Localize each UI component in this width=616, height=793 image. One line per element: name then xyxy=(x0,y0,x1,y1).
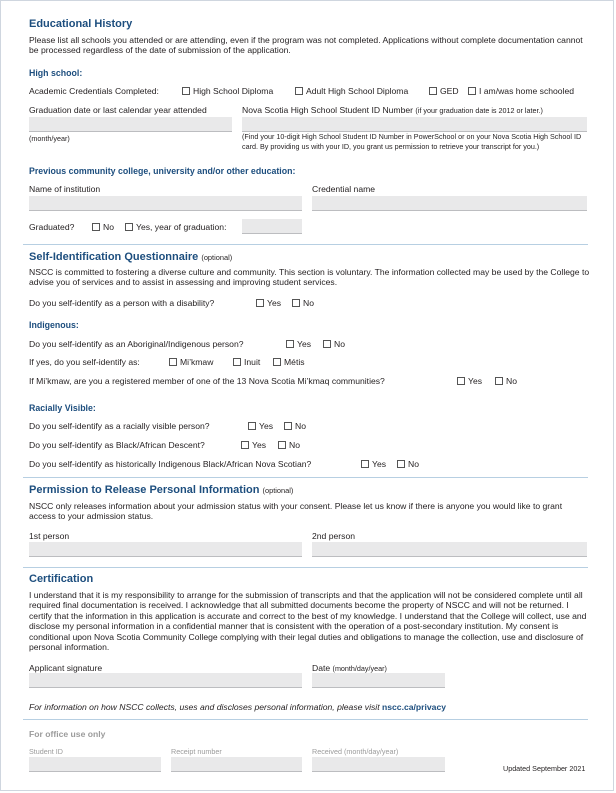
checkbox-icon[interactable] xyxy=(295,87,303,95)
checkbox-icon[interactable] xyxy=(468,87,476,95)
checkbox-icon[interactable] xyxy=(397,460,405,468)
section-divider xyxy=(23,719,588,720)
checkbox-icon[interactable] xyxy=(284,422,292,430)
checkbox-icon[interactable] xyxy=(169,358,177,366)
second-person-field[interactable] xyxy=(312,542,587,557)
option-metis[interactable]: Métis xyxy=(273,357,305,367)
student-id-hint: (Find your 10-digit High School Student ID Number in PowerSchool or on your Nova Scotia High School ID card. By providing us with your ID, you grant us permission to retrieve your transcript for you.) xyxy=(242,132,582,151)
checkbox-icon[interactable] xyxy=(182,87,190,95)
checkbox-icon[interactable] xyxy=(92,223,100,231)
disability-question: Do you self-identify as a person with a disability? xyxy=(29,298,215,308)
privacy-link[interactable]: nscc.ca/privacy xyxy=(382,702,447,712)
date-field[interactable] xyxy=(312,673,445,688)
student-id-field[interactable] xyxy=(242,117,587,132)
date-label: Date (month/day/year) xyxy=(312,663,387,673)
checkbox-icon[interactable] xyxy=(457,377,465,385)
self-id-title: Self-Identification Questionnaire (optional) xyxy=(29,251,233,263)
checkbox-icon[interactable] xyxy=(125,223,133,231)
signature-label: Applicant signature xyxy=(29,663,103,673)
office-received-field[interactable] xyxy=(312,757,445,772)
self-id-intro: NSCC is committed to fostering a diverse culture and community. This section is voluntary. The information collected may be used by the College to advise you of services and to assist in assessing and improving student services. xyxy=(29,267,590,288)
educational-history-title: Educational History xyxy=(29,18,133,30)
educational-history-intro: Please list all schools you attended or are attending, even if the program was not completed. Applications without complete documentation cannot be processed regardless of the date of submission of the application. xyxy=(29,35,583,56)
aboriginal-no[interactable]: No xyxy=(323,339,345,349)
black-question: Do you self-identify as Black/African Descent? xyxy=(29,440,205,450)
option-inuit[interactable]: Inuit xyxy=(233,357,260,367)
checkbox-icon[interactable] xyxy=(248,422,256,430)
checkbox-icon[interactable] xyxy=(278,441,286,449)
graduated-label: Graduated? xyxy=(29,222,75,232)
first-person-label: 1st person xyxy=(29,531,70,541)
institution-label: Name of institution xyxy=(29,184,101,194)
signature-field[interactable] xyxy=(29,673,302,688)
disability-no[interactable]: No xyxy=(292,298,314,308)
checkbox-icon[interactable] xyxy=(429,87,437,95)
checkbox-icon[interactable] xyxy=(233,358,241,366)
checkbox-icon[interactable] xyxy=(286,340,294,348)
visible-no[interactable]: No xyxy=(284,421,306,431)
section-divider xyxy=(23,567,588,568)
historic-yes[interactable]: Yes xyxy=(361,459,386,469)
disability-yes[interactable]: Yes xyxy=(256,298,281,308)
black-yes[interactable]: Yes xyxy=(241,440,266,450)
option-home-schooled[interactable]: I am/was home schooled xyxy=(468,86,574,96)
checkbox-icon[interactable] xyxy=(361,460,369,468)
certification-text: I understand that it is my responsibility to arrange for the submission of transcripts and that the application will not be considered complete until all required final documentation is received. I acknowledge that all submitted documents become the property of NSCC and will not be returned. I certify that the information in this application is accurate and correct to the best of my knowledge. I understand that the College will collect, use and disclose my personal information in a confidential manner that is consistent with the operation of a post-secondary institution. My consent is conditional upon Nova Scotia Community College complying with their legal duties and obligations to manage the collection, use and disclosure of personal information. xyxy=(29,590,587,653)
previous-education-heading: Previous community college, university and/or other education: xyxy=(29,166,296,176)
credentials-label: Academic Credentials Completed: xyxy=(29,86,159,96)
aboriginal-yes[interactable]: Yes xyxy=(286,339,311,349)
graduated-yes-option[interactable]: Yes, year of graduation: xyxy=(125,222,226,232)
section-divider xyxy=(23,244,588,245)
option-ged[interactable]: GED xyxy=(429,86,459,96)
racially-visible-heading: Racially Visible: xyxy=(29,403,96,413)
historic-question: Do you self-identify as historically Indigenous Black/African Nova Scotian? xyxy=(29,459,312,469)
checkbox-icon[interactable] xyxy=(323,340,331,348)
graduated-no-option[interactable]: No xyxy=(92,222,114,232)
checkbox-icon[interactable] xyxy=(495,377,503,385)
second-person-label: 2nd person xyxy=(312,531,356,541)
ifyes-question: If yes, do you self-identify as: xyxy=(29,357,140,367)
checkbox-icon[interactable] xyxy=(256,299,264,307)
permission-title: Permission to Release Personal Information (optional) xyxy=(29,484,294,496)
updated-date: Updated September 2021 xyxy=(503,764,586,773)
grad-date-hint: (month/year) xyxy=(29,134,70,143)
mikmaw-member-question: If Mi’kmaw, are you a registered member of one of the 13 Nova Scotia Mi’kmaq communities? xyxy=(29,376,385,386)
credential-name-label: Credential name xyxy=(312,184,376,194)
option-high-school-diploma[interactable]: High School Diploma xyxy=(182,86,273,96)
privacy-note: For information on how NSCC collects, uses and discloses personal information, please visit nscc.ca/privacy xyxy=(29,702,447,712)
aboriginal-question: Do you self-identify as an Aboriginal/Indigenous person? xyxy=(29,339,244,349)
office-receipt-field[interactable] xyxy=(171,757,302,772)
black-no[interactable]: No xyxy=(278,440,300,450)
option-mikmaw[interactable]: Mi’kmaw xyxy=(169,357,213,367)
receipt-number-label: Receipt number xyxy=(171,747,222,756)
credential-name-field[interactable] xyxy=(312,196,587,211)
student-id-office-label: Student ID xyxy=(29,747,63,756)
checkbox-icon[interactable] xyxy=(273,358,281,366)
first-person-field[interactable] xyxy=(29,542,302,557)
graduation-year-field[interactable] xyxy=(242,219,302,234)
visible-question: Do you self-identify as a racially visible person? xyxy=(29,421,210,431)
section-divider xyxy=(23,477,588,478)
visible-yes[interactable]: Yes xyxy=(248,421,273,431)
permission-intro: NSCC only releases information about your admission status with your consent. Please let us know if there is anyone you would like to grant access to your admission status. xyxy=(29,501,563,522)
checkbox-icon[interactable] xyxy=(241,441,249,449)
certification-title: Certification xyxy=(29,573,94,585)
received-label: Received (month/day/year) xyxy=(312,747,399,756)
institution-field[interactable] xyxy=(29,196,302,211)
office-student-id-field[interactable] xyxy=(29,757,161,772)
office-use-title: For office use only xyxy=(29,729,106,739)
student-id-label: Nova Scotia High School Student ID Number (if your graduation date is 2012 or later.) xyxy=(242,105,543,115)
option-adult-high-school-diploma[interactable]: Adult High School Diploma xyxy=(295,86,408,96)
grad-date-field[interactable] xyxy=(29,117,232,132)
mikmaw-yes[interactable]: Yes xyxy=(457,376,482,386)
grad-date-label: Graduation date or last calendar year attended xyxy=(29,105,207,115)
high-school-heading: High school: xyxy=(29,68,83,78)
historic-no[interactable]: No xyxy=(397,459,419,469)
mikmaw-no[interactable]: No xyxy=(495,376,517,386)
indigenous-heading: Indigenous: xyxy=(29,320,79,330)
checkbox-icon[interactable] xyxy=(292,299,300,307)
